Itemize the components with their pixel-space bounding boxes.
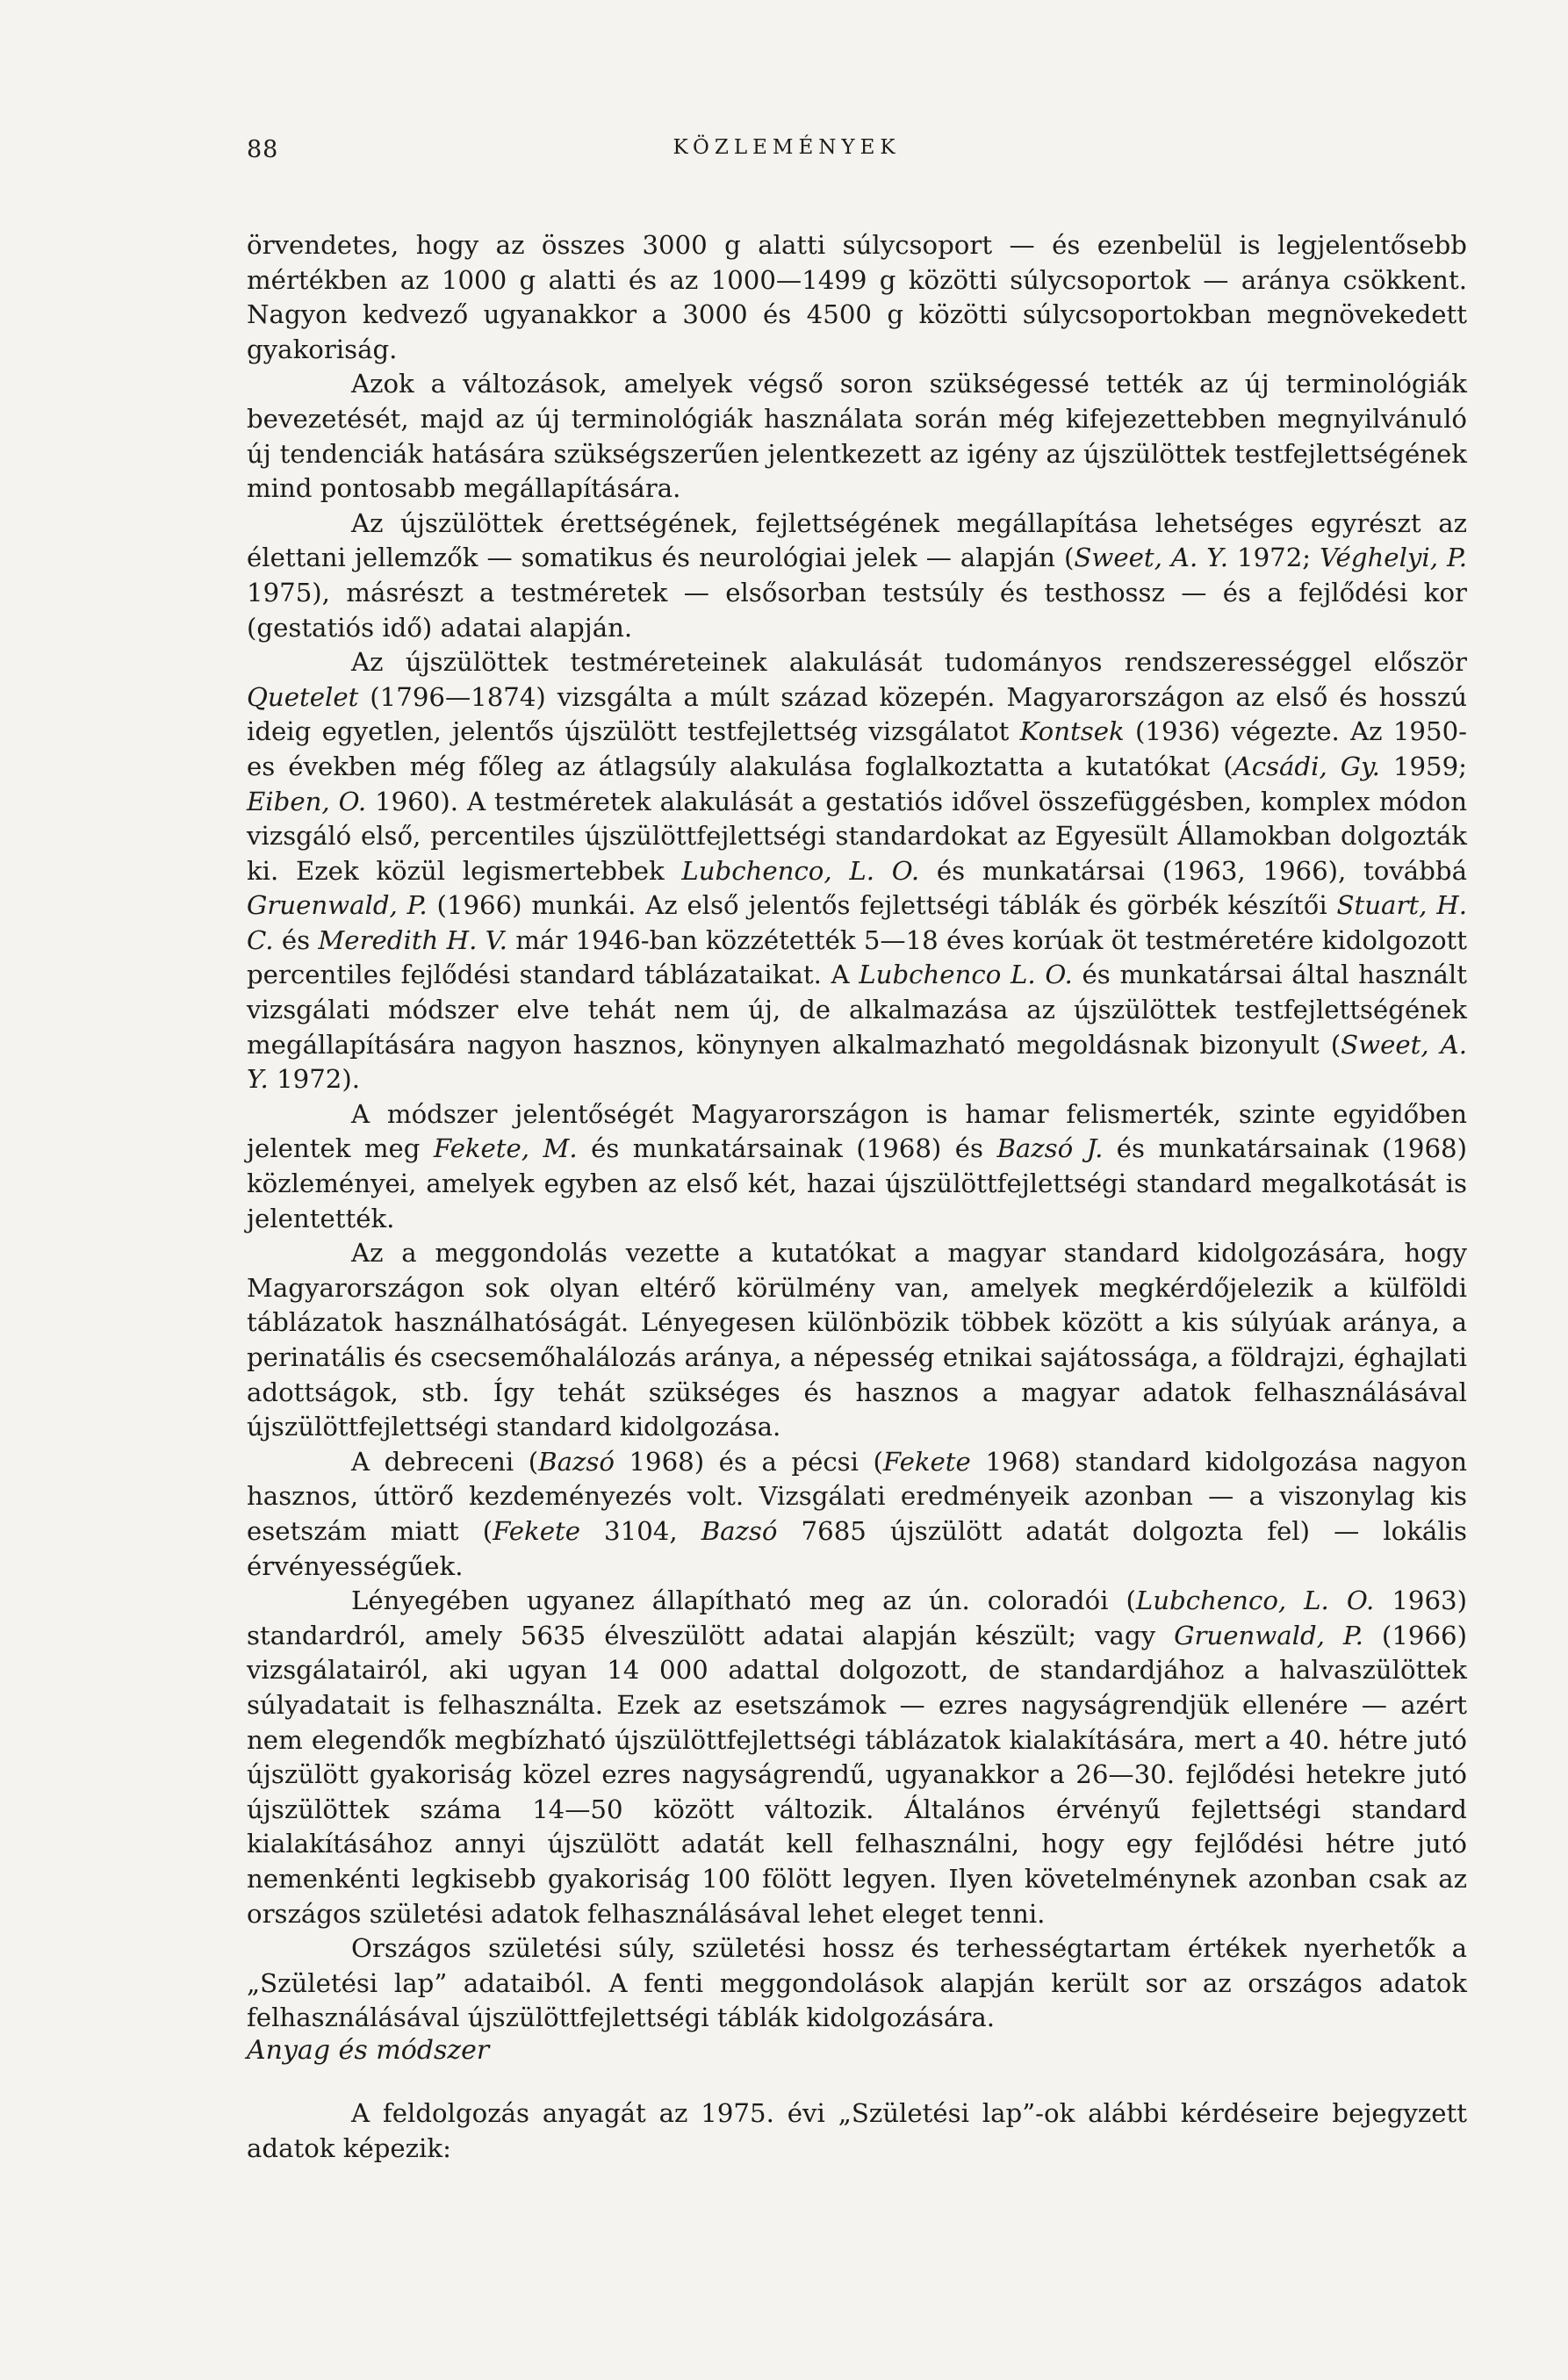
text-run: és munkatársai (1963, 1966), továbbá <box>919 855 1467 886</box>
citation-author: Lubchenco, L. O. <box>681 855 920 886</box>
text-run: 1975), másrészt a testméretek — elsősorban testsúly és testhossz — és a fejlődési kor (gestatiós idő) adatai alapján. <box>247 577 1467 643</box>
citation-author: Lubchenco L. O. <box>859 960 1073 990</box>
text-run: 1972). <box>268 1064 361 1095</box>
page-number: 88 <box>247 136 279 163</box>
text-run: 1963) standardról, amely 5635 élveszülött adatai alapján készült; vagy <box>247 1585 1467 1650</box>
text-run: (1966) vizsgálatairól, aki ugyan 14 000 adattal dolgozott, de standardjához a halvaszülöttek súlyadatait is felhasználta. Ezek az esetszámok — ezres nagyságrendjük ellenére — azért nem elegendők megbízható újszülöttfejlettségi táblázatok kialakítására, mert a 40. hétre jutó újszülött gyakoriság közel ezres nagyságrendű, ugyanakkor a 26—30. fejlődési hetekre jutó újszülöttek száma 14—50 között változik. Általános érvényű fejlettségi standard kialakításához annyi újszülött adatát kell felhasználni, hogy egy fejlődési hétre jutó nemenkénti legkisebb gyakoriság 100 fölött legyen. Ilyen követelménynek azonban csak az országos születési adatok felhasználásával lehet eleget tenni. <box>247 1620 1467 1929</box>
text-run: Az újszülöttek érettségének, fejlettségének megállapítása lehetséges egyrészt az élettani jellemzők — somatikus és neurológiai jelek — alapján ( <box>247 507 1467 573</box>
citation-author: Fekete <box>493 1515 580 1546</box>
citation-author: Fekete <box>882 1446 971 1477</box>
section-body <box>247 2096 1467 2166</box>
text-run: örvendetes, hogy az összes 3000 g alatti súlycsoport — és ezenbelül is legjelentősebb mértékben az 1000 g alatti és az 1000—1499 g közötti súlycsoportok — aránya csökkent. Nagyon kedvező ugyanakkor a 3000 és 4500 g közötti súlycsoportokban megnövekedett gyakoriság. <box>247 230 1467 364</box>
citation-author: Fekete, M. <box>433 1133 578 1164</box>
citation-author: Lubchenco, L. O. <box>1135 1585 1375 1616</box>
paragraph <box>247 1445 1467 1584</box>
citation-author: Sweet, A. Y. <box>1074 543 1229 573</box>
section-paragraph: A feldolgozás anyagát az 1975. évi „Születési lap”-ok alábbi kérdéseire bejegyzett adatok képezik: <box>247 2098 1467 2163</box>
text-run: és <box>273 924 319 955</box>
text-run: és munkatársai által használt vizsgálati módszer elve tehát nem új, de alkalmazása az újszülöttek testfejlettségének megállapítására nagyon hasznos, könynyen alkalmazható megoldásnak bizonyult ( <box>247 960 1467 1060</box>
citation-author: Véghelyi, P. <box>1320 543 1468 573</box>
page-header <box>247 136 1327 171</box>
citation-author: Acsádi, Gy. <box>1233 751 1380 781</box>
text-run: 1960). A testméretek alakulását a gestatiós idővel összefüggésben, komplex módon vizsgáló első, percentiles újszülöttfejlettségi standardokat az Egyesült Államokban dolgozták ki. Ezek közül legismertebbek <box>247 786 1467 886</box>
text-run: Az a meggondolás vezette a kutatókat a magyar standard kidolgozására, hogy Magyarországon sok olyan eltérő körülmény van, amelyek megkérdőjelezik a külföldi táblázatok használhatóságát. Lényegesen különbözik többek között a kis súlyúak aránya, a perinatális és csecsemőhalálozás aránya, a népesség etnikai sajátossága, a földrajzi, éghajlati adottságok, stb. Így tehát szükséges és hasznos a magyar adatok felhasználásával újszülöttfejlettségi standard kidolgozása. <box>247 1238 1467 1442</box>
citation-author: Stuart, H. C. <box>247 890 1467 955</box>
text-run: A debreceni ( <box>351 1446 539 1477</box>
section-heading: Anyag és módszer <box>247 2035 490 2066</box>
text-run: 1959; <box>1379 751 1467 781</box>
citation-author: Quetelet <box>247 681 359 712</box>
text-run: már 1946-ban közzétették 5—18 éves korúak öt testméretére kidolgozott percentiles fejlődési standard táblázataikat. A <box>247 924 1467 990</box>
paragraph <box>247 1236 1467 1445</box>
paragraph <box>247 507 1467 645</box>
paragraph <box>247 1931 1467 2036</box>
text-run: Az újszülöttek testméreteinek alakulását tudományos rendszerességgel először <box>351 647 1467 678</box>
text-run: 7685 újszülött adatát dolgozta fel) — lokális érvényességűek. <box>247 1515 1467 1581</box>
text-run: (1796—1874) vizsgálta a múlt század közepén. Magyarországon az első és hosszú ideig egyetlen, jelentős újszülött testfejlettség vizsgálatot <box>247 681 1467 747</box>
paragraph <box>247 228 1467 367</box>
text-run: Országos születési súly, születési hossz és terhességtartam értékek nyerhetők a „Születési lap” adataiból. A fenti meggondolások alapján került sor az országos adatok felhasználásával újszülöttfejlettségi táblák kidolgozására. <box>247 1933 1467 2033</box>
citation-author: Eiben, O. <box>247 786 367 816</box>
text-run: 3104, <box>579 1515 701 1546</box>
paragraph <box>247 1584 1467 1931</box>
text-run: 1968) standard kidolgozása nagyon hasznos, úttörő kezdeményezés volt. Vizsgálati eredményeik azonban — a viszonylag kis esetszám miatt ( <box>247 1446 1468 1546</box>
running-head: KÖZLEMÉNYEK <box>673 136 901 159</box>
text-run: és munkatársainak (1968) és <box>577 1133 997 1164</box>
citation-author: Bazsó J. <box>996 1133 1104 1164</box>
citation-author: Sweet, A. Y. <box>247 1029 1468 1095</box>
text-run: Azok a változások, amelyek végső soron szükségessé tették az új terminológiák bevezetését, majd az új terminológiák használata során még kifejezettebben megnyilvánuló új tendenciák hatására szükségszerűen jelentkezett az igény az újszülöttek testfejlettségének mind pontosabb megállapítására. <box>247 369 1467 504</box>
text-run: 1968) és a pécsi ( <box>614 1446 883 1477</box>
text-run: 1972; <box>1228 543 1320 573</box>
paragraph <box>247 367 1467 506</box>
text-run: és munkatársainak (1968) közleményei, amelyek egyben az első két, hazai újszülöttfejlettségi standard megalkotását is jelentették. <box>247 1133 1467 1233</box>
citation-author: Gruenwald, P. <box>1174 1620 1363 1650</box>
text-run: (1936) végezte. Az 1950-es években még főleg az átlagsúly alakulása foglalkoztatta a kutatókat ( <box>247 716 1468 781</box>
citation-author: Bazsó <box>701 1515 778 1546</box>
citation-author: Gruenwald, P. <box>247 890 428 921</box>
paragraph <box>247 645 1467 1097</box>
text-run: A módszer jelentőségét Magyarországon is hamar felismerték, szinte egyidőben jelentek meg <box>247 1098 1467 1164</box>
citation-author: Meredith H. V. <box>318 924 507 955</box>
citation-author: Kontsek <box>1019 716 1125 747</box>
text-run: (1966) munkái. Az első jelentős fejlettségi táblák és görbék készítői <box>427 890 1337 921</box>
text-run: Lényegében ugyanez állapítható meg az ún. coloradói ( <box>351 1585 1136 1616</box>
article-body <box>247 228 1467 2036</box>
citation-author: Bazsó <box>538 1446 615 1477</box>
paragraph <box>247 1097 1467 1236</box>
